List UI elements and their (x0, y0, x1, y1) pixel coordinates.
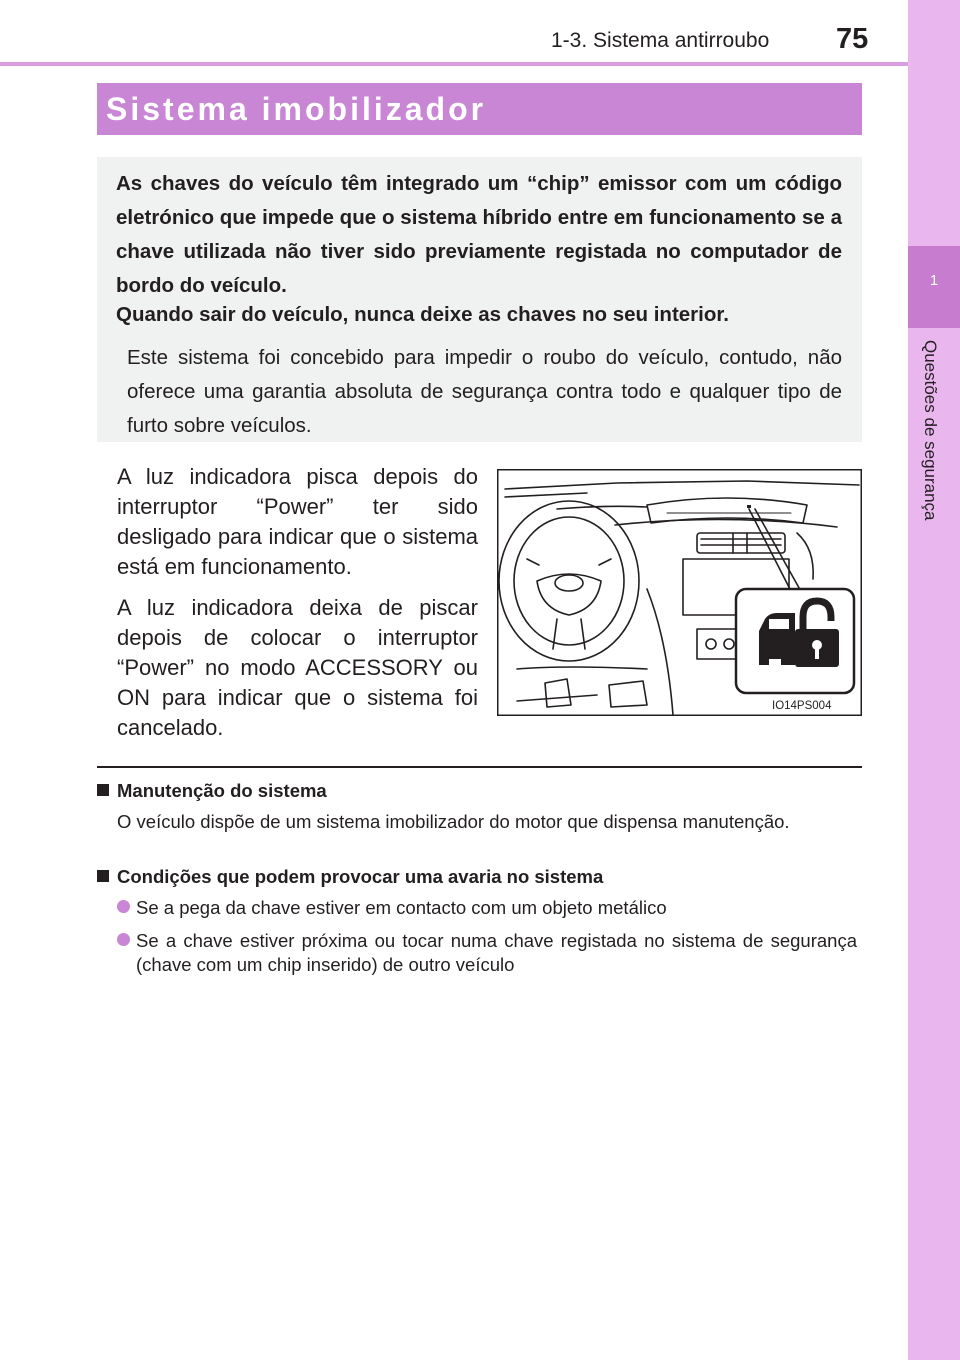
note-heading-conditions (97, 866, 603, 888)
side-tab (908, 0, 960, 1360)
summary-warning: Quando sair do veículo, nunca deixe as chaves no seu interior. (116, 303, 729, 326)
note-heading-text: Manutenção do sistema (117, 780, 327, 801)
header-rule (0, 62, 908, 66)
circle-bullet-icon (117, 933, 130, 946)
section-heading: 1-3. Sistema antirroubo (551, 29, 770, 52)
summary-note: Este sistema foi concebido para impedir o roubo do veículo, contudo, não oferece uma garantia absoluta de segurança contra todo e qualquer tipo de furto sobre veículos. (127, 346, 842, 437)
note-body-maintenance: O veículo dispõe de um sistema imobilizador do motor que dispensa manutenção. (117, 811, 790, 832)
note-heading-maintenance (97, 780, 327, 802)
notes-divider (97, 766, 862, 768)
circle-bullet-icon (117, 900, 130, 913)
square-bullet-icon (97, 870, 109, 882)
body-paragraph-2: A luz indicadora deixa de piscar depois de colocar o interruptor “Power” no modo ACCESSORY ou ON para indicar que o sistema foi cancelado. (117, 595, 478, 740)
body-paragraph-1: A luz indicadora pisca depois do interruptor “Power” ter sido desligado para indicar que o sistema está em funcionamento. (117, 464, 478, 579)
square-bullet-icon (97, 784, 109, 796)
chapter-title: Questões de segurança (921, 340, 940, 521)
list-item-text: Se a chave estiver próxima ou tocar numa chave registada no sistema de segurança (chave com um chip inserido) de outro veículo (136, 930, 857, 975)
page-number: 75 (836, 23, 869, 55)
page-title: Sistema imobilizador (106, 91, 487, 127)
dashboard-illustration (497, 469, 862, 716)
summary-box (97, 157, 862, 442)
chapter-number: 1 (908, 246, 960, 328)
list-item (117, 929, 857, 977)
summary-paragraph: As chaves do veículo têm integrado um “chip” emissor com um código eletrónico que impede que o sistema híbrido entre em funcionamento se a chave utilizada não tiver sido previamente registada no computador de bordo do veículo. (116, 172, 842, 297)
figure-code: IO14PS004 (772, 700, 832, 712)
list-item-text: Se a pega da chave estiver em contacto com um objeto metálico (136, 897, 667, 918)
title-bar (97, 83, 862, 135)
note-heading-text: Condições que podem provocar uma avaria no sistema (117, 866, 604, 887)
list-item (117, 896, 857, 920)
